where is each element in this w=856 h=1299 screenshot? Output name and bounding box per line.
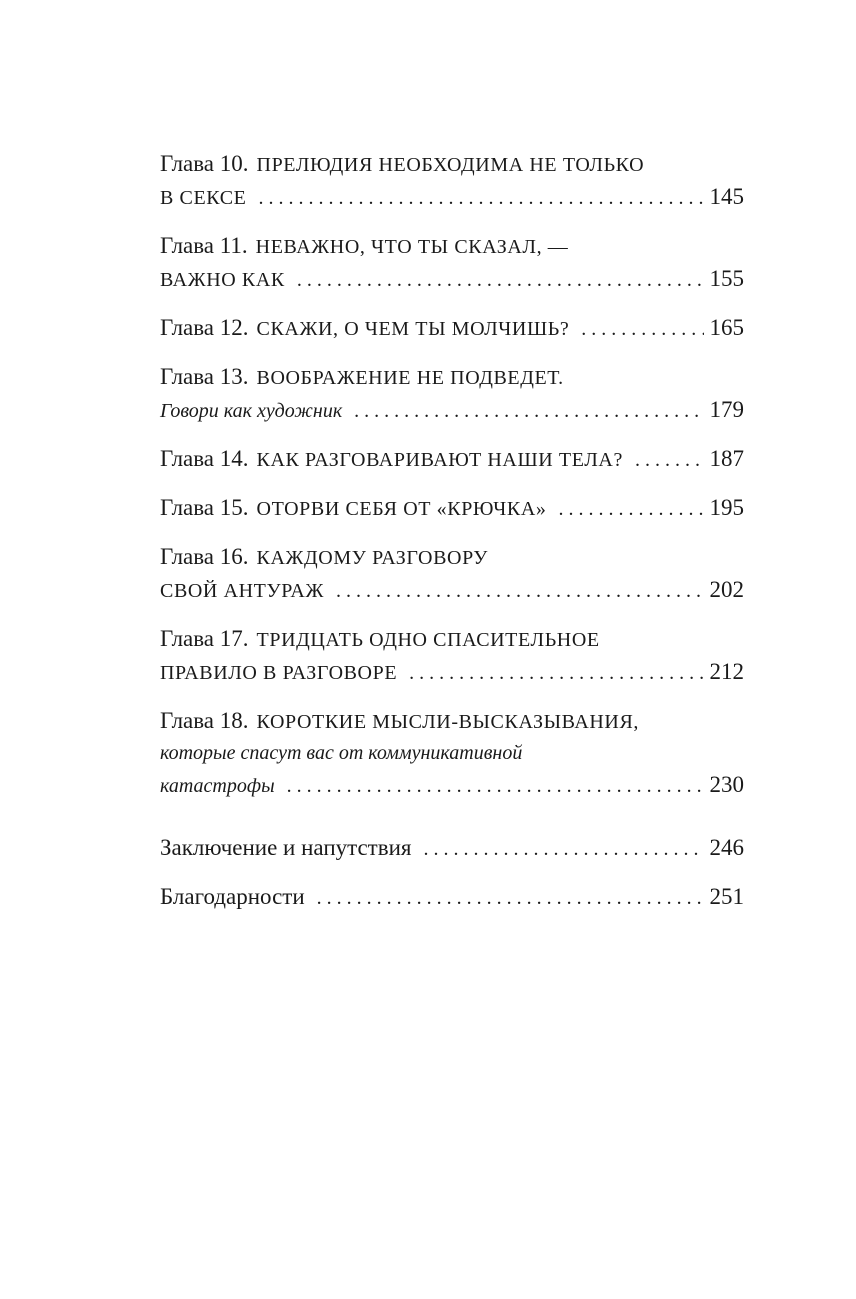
dot-leader xyxy=(336,576,704,607)
chapter-title: ПРЕЛЮДИЯ НЕОБХОДИМА НЕ ТОЛЬКО xyxy=(256,154,645,176)
page-number: 246 xyxy=(709,835,744,860)
chapter-title-continued: ПРАВИЛО В РАЗГОВОРЕ xyxy=(160,662,398,684)
chapter-number: Глава 11. xyxy=(160,233,248,258)
toc-entry-chapter-12[interactable] xyxy=(160,312,744,345)
toc-entry-acknowledgements[interactable] xyxy=(160,881,744,914)
chapter-number: Глава 10. xyxy=(160,151,249,176)
chapter-subtitle-continued: катастрофы xyxy=(160,775,275,797)
dot-leader xyxy=(354,396,703,427)
toc-entry-chapter-15[interactable] xyxy=(160,492,744,525)
toc-entry-chapter-14[interactable] xyxy=(160,443,744,476)
chapter-number: Глава 14. xyxy=(160,446,249,471)
dot-leader xyxy=(559,494,704,525)
toc-entry-chapter-10[interactable] xyxy=(160,148,744,214)
chapter-title: ТРИДЦАТЬ ОДНО СПАСИТЕЛЬНОЕ xyxy=(256,629,600,651)
toc-entry-chapter-13[interactable] xyxy=(160,361,744,427)
dot-leader xyxy=(259,183,704,214)
page-number: 187 xyxy=(709,446,744,471)
page-number: 251 xyxy=(709,884,744,909)
dot-leader xyxy=(409,658,703,689)
page-number: 212 xyxy=(709,659,744,684)
chapter-title: ОТОРВИ СЕБЯ ОТ «КРЮЧКА» xyxy=(256,498,547,520)
page-number: 202 xyxy=(709,577,744,602)
chapter-number: Глава 17. xyxy=(160,626,249,651)
toc-entry-chapter-11[interactable] xyxy=(160,230,744,296)
toc-entry-chapter-17[interactable] xyxy=(160,623,744,689)
dot-leader xyxy=(635,445,704,476)
chapter-title: СКАЖИ, О ЧЕМ ТЫ МОЛЧИШЬ? xyxy=(256,318,570,340)
page-number: 179 xyxy=(709,397,744,422)
toc-entry-chapter-16[interactable] xyxy=(160,541,744,607)
dot-leader xyxy=(297,265,704,296)
page-number: 195 xyxy=(709,495,744,520)
chapter-title-continued: ВАЖНО КАК xyxy=(160,269,285,291)
toc-entry-conclusion[interactable] xyxy=(160,832,744,865)
chapter-title-continued: В СЕКСЕ xyxy=(160,187,247,209)
dot-leader xyxy=(317,883,704,914)
toc-entry-chapter-18[interactable] xyxy=(160,705,744,802)
page-number: 230 xyxy=(709,772,744,797)
chapter-number: Глава 16. xyxy=(160,544,249,569)
chapter-number: Глава 18. xyxy=(160,708,249,733)
chapter-title-continued: СВОЙ АНТУРАЖ xyxy=(160,580,324,602)
section-title: Заключение и напутствия xyxy=(160,835,412,860)
chapter-number: Глава 13. xyxy=(160,364,249,389)
table-of-contents xyxy=(160,148,744,930)
dot-leader xyxy=(581,314,703,345)
chapter-title: КАЖДОМУ РАЗГОВОРУ xyxy=(256,547,489,569)
chapter-title: КОРОТКИЕ МЫСЛИ-ВЫСКАЗЫВАНИЯ, xyxy=(256,711,639,733)
chapter-number: Глава 15. xyxy=(160,495,249,520)
page-number: 155 xyxy=(709,266,744,291)
chapter-title: КАК РАЗГОВАРИВАЮТ НАШИ ТЕЛА? xyxy=(256,449,623,471)
page-number: 165 xyxy=(709,315,744,340)
chapter-title: ВООБРАЖЕНИЕ НЕ ПОДВЕДЕТ. xyxy=(256,367,564,389)
chapter-title: НЕВАЖНО, ЧТО ТЫ СКАЗАЛ, — xyxy=(255,236,569,258)
chapter-number: Глава 12. xyxy=(160,315,249,340)
chapter-subtitle: Говори как художник xyxy=(160,400,343,422)
section-title: Благодарности xyxy=(160,884,305,909)
dot-leader xyxy=(423,834,703,865)
page-number: 145 xyxy=(709,184,744,209)
dot-leader xyxy=(287,771,704,802)
chapter-subtitle: которые спасут вас от коммуникативной xyxy=(160,742,523,764)
